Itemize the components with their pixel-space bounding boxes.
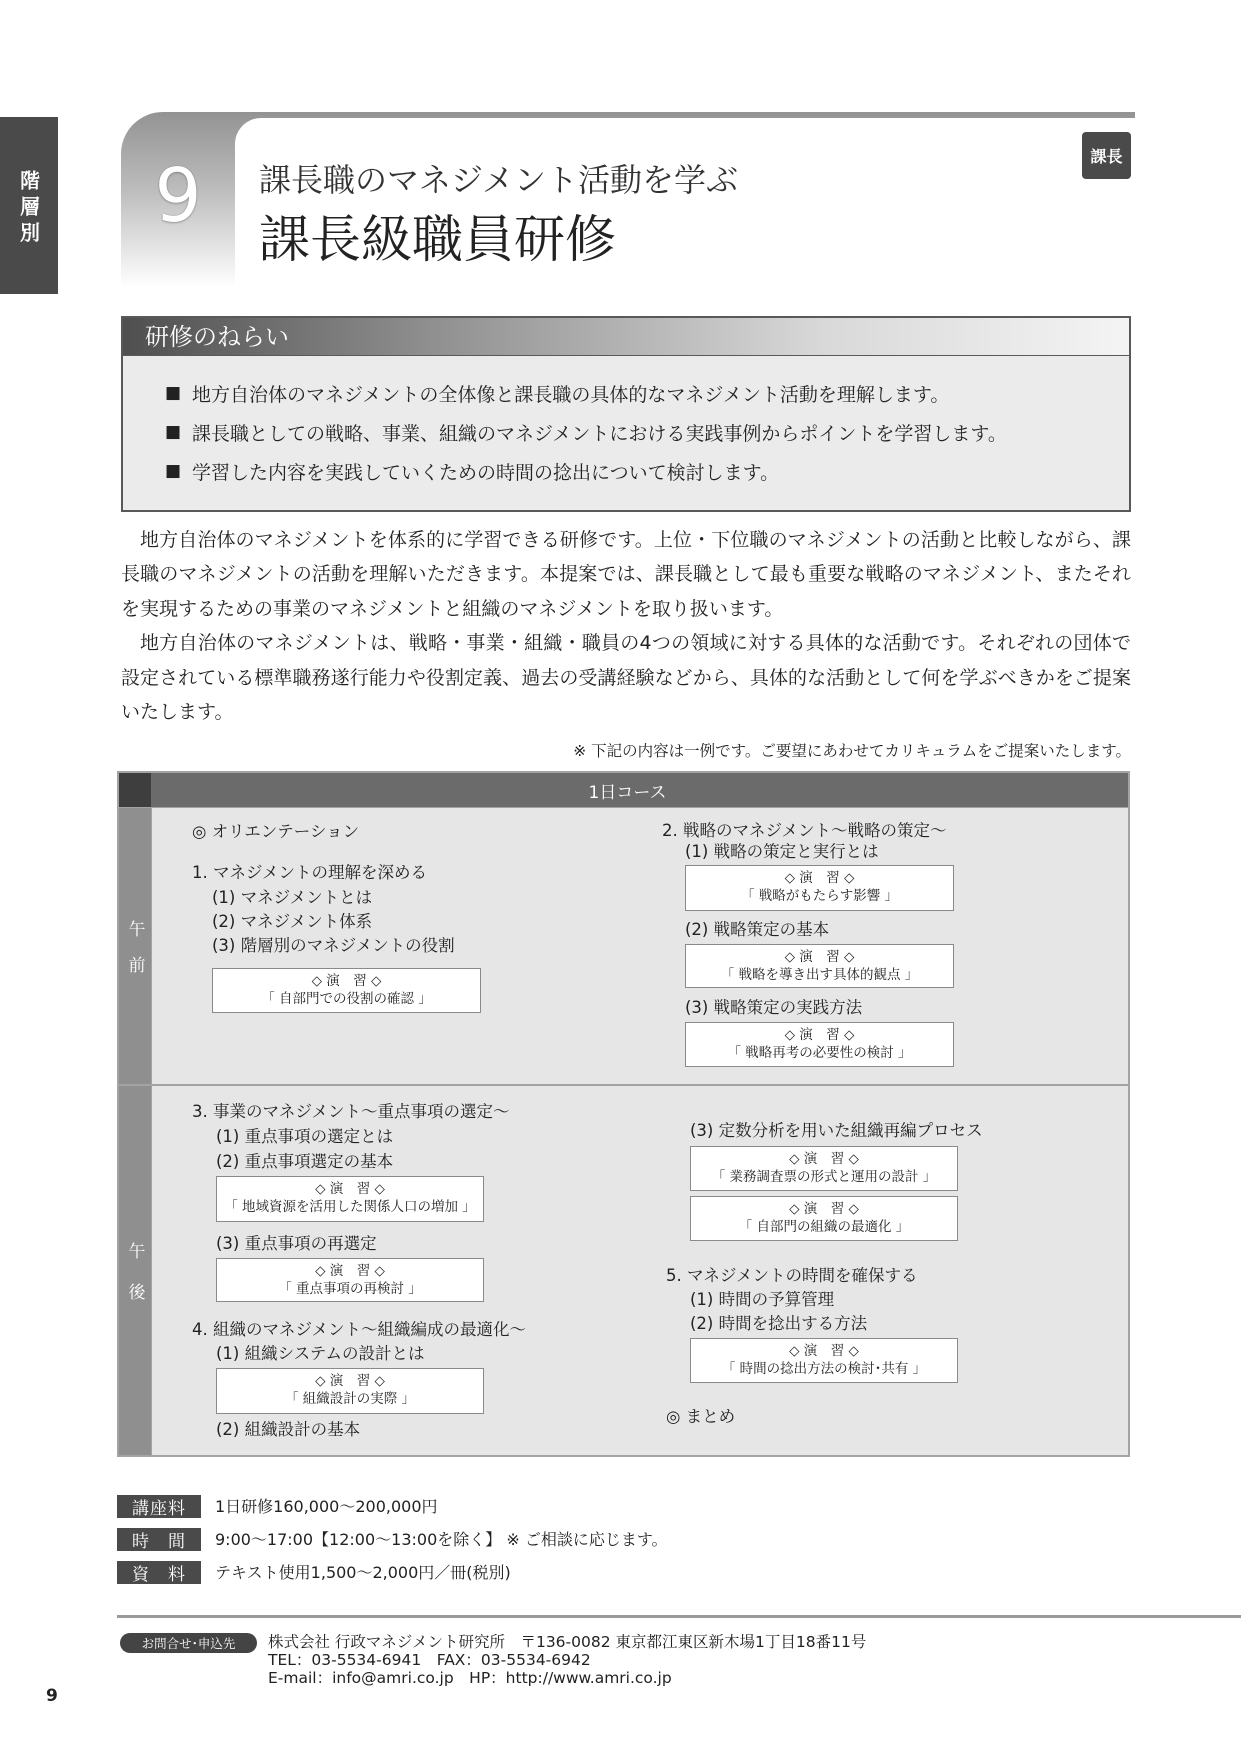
exercise-box bbox=[685, 944, 954, 988]
exercise-title: 「 戦略がもたらす影響 」 bbox=[740, 888, 899, 904]
contact-phone-fax: TEL：03-5534-6941 FAX：03-5534-6942 bbox=[268, 1651, 591, 1669]
module-heading: 5. マネジメントの時間を確保する bbox=[666, 1266, 918, 1285]
course-title: 課長級職員研修 bbox=[259, 211, 617, 270]
closing-item: ◎ まとめ bbox=[666, 1407, 736, 1426]
module-heading: 1. マネジメントの理解を深める bbox=[192, 863, 427, 882]
course-length-label: 1日コース bbox=[588, 782, 667, 803]
exercise-label: ◇ 演 習 ◇ bbox=[315, 1263, 385, 1279]
contact-label-pill: お問合せ･申込先 bbox=[120, 1633, 257, 1653]
topic-item: (3) 戦略策定の実践方法 bbox=[685, 998, 863, 1017]
contact-address: 株式会社 行政マネジメント研究所 〒136-0082 東京都江東区新木場1丁目18番11号 bbox=[268, 1633, 867, 1651]
topic-item: (1) マネジメントとは bbox=[212, 888, 373, 907]
topic-item: (2) 組織設計の基本 bbox=[216, 1420, 361, 1439]
aims-header bbox=[123, 318, 1129, 356]
exercise-title: 「 業務調査票の形式と運用の設計 」 bbox=[711, 1169, 937, 1185]
exercise-label: ◇ 演 習 ◇ bbox=[789, 1201, 859, 1217]
exercise-box bbox=[212, 968, 481, 1013]
curriculum-note: ※ 下記の内容は一例です。ご要望にあわせてカリキュラムをご提案いたします。 bbox=[573, 742, 1131, 760]
bullet-square-icon: ■ bbox=[165, 383, 182, 403]
module-heading: 3. 事業のマネジメント～重点事項の選定～ bbox=[192, 1102, 510, 1121]
session-label-morning: 午前 bbox=[124, 919, 145, 992]
exercise-box bbox=[216, 1368, 484, 1414]
exercise-box bbox=[690, 1196, 958, 1241]
exercise-label: ◇ 演 習 ◇ bbox=[311, 973, 382, 989]
exercise-title: 「 地域資源を活用した関係人口の増加 」 bbox=[224, 1199, 476, 1215]
target-level-badge: 課長 bbox=[1082, 132, 1131, 179]
exercise-title: 「 自部門での役割の確認 」 bbox=[261, 991, 432, 1007]
exercise-box bbox=[685, 1022, 954, 1067]
fee-label: 講座料 bbox=[117, 1495, 201, 1518]
topic-item: (2) 時間を捻出する方法 bbox=[690, 1314, 868, 1333]
exercise-box bbox=[690, 1338, 958, 1383]
aim-item bbox=[165, 379, 949, 407]
session-label-afternoon: 午後 bbox=[124, 1241, 145, 1324]
topic-item: (1) 組織システムの設計とは bbox=[216, 1344, 425, 1363]
time-label: 時 間 bbox=[117, 1528, 201, 1551]
footer-divider bbox=[117, 1615, 1241, 1618]
topic-item: (2) 戦略策定の基本 bbox=[685, 920, 830, 939]
module-heading: 4. 組織のマネジメント～組織編成の最適化～ bbox=[192, 1320, 526, 1339]
aim-item bbox=[165, 418, 1007, 446]
topic-item: (2) マネジメント体系 bbox=[212, 912, 373, 931]
topic-item: (3) 階層別のマネジメントの役割 bbox=[212, 936, 455, 955]
materials-label: 資 料 bbox=[117, 1561, 201, 1584]
course-subtitle: 課長職のマネジメント活動を学ぶ bbox=[259, 161, 739, 199]
exercise-box bbox=[216, 1258, 484, 1302]
topic-item: (1) 時間の予算管理 bbox=[690, 1290, 835, 1309]
exercise-label: ◇ 演 習 ◇ bbox=[784, 949, 855, 965]
opening-item: ◎ オリエンテーション bbox=[192, 822, 360, 841]
curriculum-table bbox=[117, 771, 1130, 1457]
fee-value: 1日研修160,000～200,000円 bbox=[215, 1497, 438, 1516]
bullet-square-icon: ■ bbox=[165, 461, 182, 481]
contact-email-web: E-mail：info@amri.co.jp HP：http://www.amri.co.jp bbox=[268, 1669, 672, 1687]
exercise-title: 「 戦略再考の必要性の検討 」 bbox=[727, 1045, 912, 1061]
module-heading: 2. 戦略のマネジメント～戦略の策定～ bbox=[662, 821, 947, 840]
session-morning bbox=[152, 808, 1128, 1084]
exercise-label: ◇ 演 習 ◇ bbox=[784, 1027, 855, 1043]
course-number: 9 bbox=[154, 153, 202, 239]
exercise-title: 「 重点事項の再検討 」 bbox=[278, 1281, 422, 1297]
course-description bbox=[121, 523, 1131, 729]
time-value: 9:00～17:00【12:00～13:00を除く】 ※ ご相談に応じます。 bbox=[215, 1530, 668, 1549]
exercise-box bbox=[216, 1176, 484, 1222]
session-label-cell-morning bbox=[119, 808, 151, 1084]
topic-item: (1) 重点事項の選定とは bbox=[216, 1127, 394, 1146]
aims-heading: 研修のねらい bbox=[145, 323, 289, 351]
exercise-title: 「 戦略を導き出す具体的観点 」 bbox=[720, 967, 919, 983]
exercise-label: ◇ 演 習 ◇ bbox=[315, 1373, 385, 1389]
table-header bbox=[151, 773, 1128, 807]
page-number: 9 bbox=[46, 1686, 58, 1706]
exercise-box bbox=[685, 865, 954, 911]
table-header-corner bbox=[119, 773, 151, 807]
topic-item: (3) 定数分析を用いた組織再編プロセス bbox=[690, 1121, 983, 1140]
bullet-square-icon: ■ bbox=[165, 422, 182, 442]
exercise-label: ◇ 演 習 ◇ bbox=[315, 1181, 385, 1197]
session-label-cell-afternoon bbox=[119, 1086, 151, 1455]
exercise-title: 「 時間の捻出方法の検討･共有 」 bbox=[721, 1361, 927, 1377]
aim-item bbox=[165, 457, 779, 485]
exercise-label: ◇ 演 習 ◇ bbox=[789, 1343, 859, 1359]
description-paragraph: 地方自治体のマネジメントを体系的に学習できる研修です。上位・下位職のマネジメントの活動と比較しながら、課長職のマネジメントの活動を理解いただきます。本提案では、課長職として最も重要な戦略のマネジメント、またそれを実現するための事業のマネジメントと組織のマネジメントを取り扱います。 bbox=[121, 529, 1131, 620]
aim-text: 地方自治体のマネジメントの全体像と課長職の具体的なマネジメント活動を理解します。 bbox=[192, 383, 950, 406]
materials-value: テキスト使用1,500～2,000円／冊(税別) bbox=[215, 1563, 511, 1582]
exercise-label: ◇ 演 習 ◇ bbox=[784, 870, 855, 886]
session-afternoon bbox=[152, 1086, 1128, 1455]
category-side-tab-label: 階層別 bbox=[16, 169, 41, 248]
category-side-tab bbox=[0, 117, 58, 294]
topic-item: (2) 重点事項選定の基本 bbox=[216, 1152, 394, 1171]
topic-item: (1) 戦略の策定と実行とは bbox=[685, 842, 879, 861]
exercise-label: ◇ 演 習 ◇ bbox=[789, 1151, 859, 1167]
exercise-box bbox=[690, 1146, 958, 1191]
exercise-title: 「 組織設計の実際 」 bbox=[284, 1391, 416, 1407]
aims-box bbox=[121, 316, 1131, 512]
exercise-title: 「 自部門の組織の最適化 」 bbox=[738, 1219, 910, 1235]
topic-item: (3) 重点事項の再選定 bbox=[216, 1234, 377, 1253]
aim-text: 課長職としての戦略、事業、組織のマネジメントにおける実践事例からポイントを学習します。 bbox=[192, 422, 1007, 445]
aim-text: 学習した内容を実践していくための時間の捻出について検討します。 bbox=[192, 461, 780, 484]
description-paragraph: 地方自治体のマネジメントは、戦略・事業・組織・職員の4つの領域に対する具体的な活動です。それぞれの団体で設定されている標準職務遂行能力や役割定義、過去の受講経験などから、具体的な活動として何を学ぶべきかをご提案いたします。 bbox=[121, 632, 1131, 724]
